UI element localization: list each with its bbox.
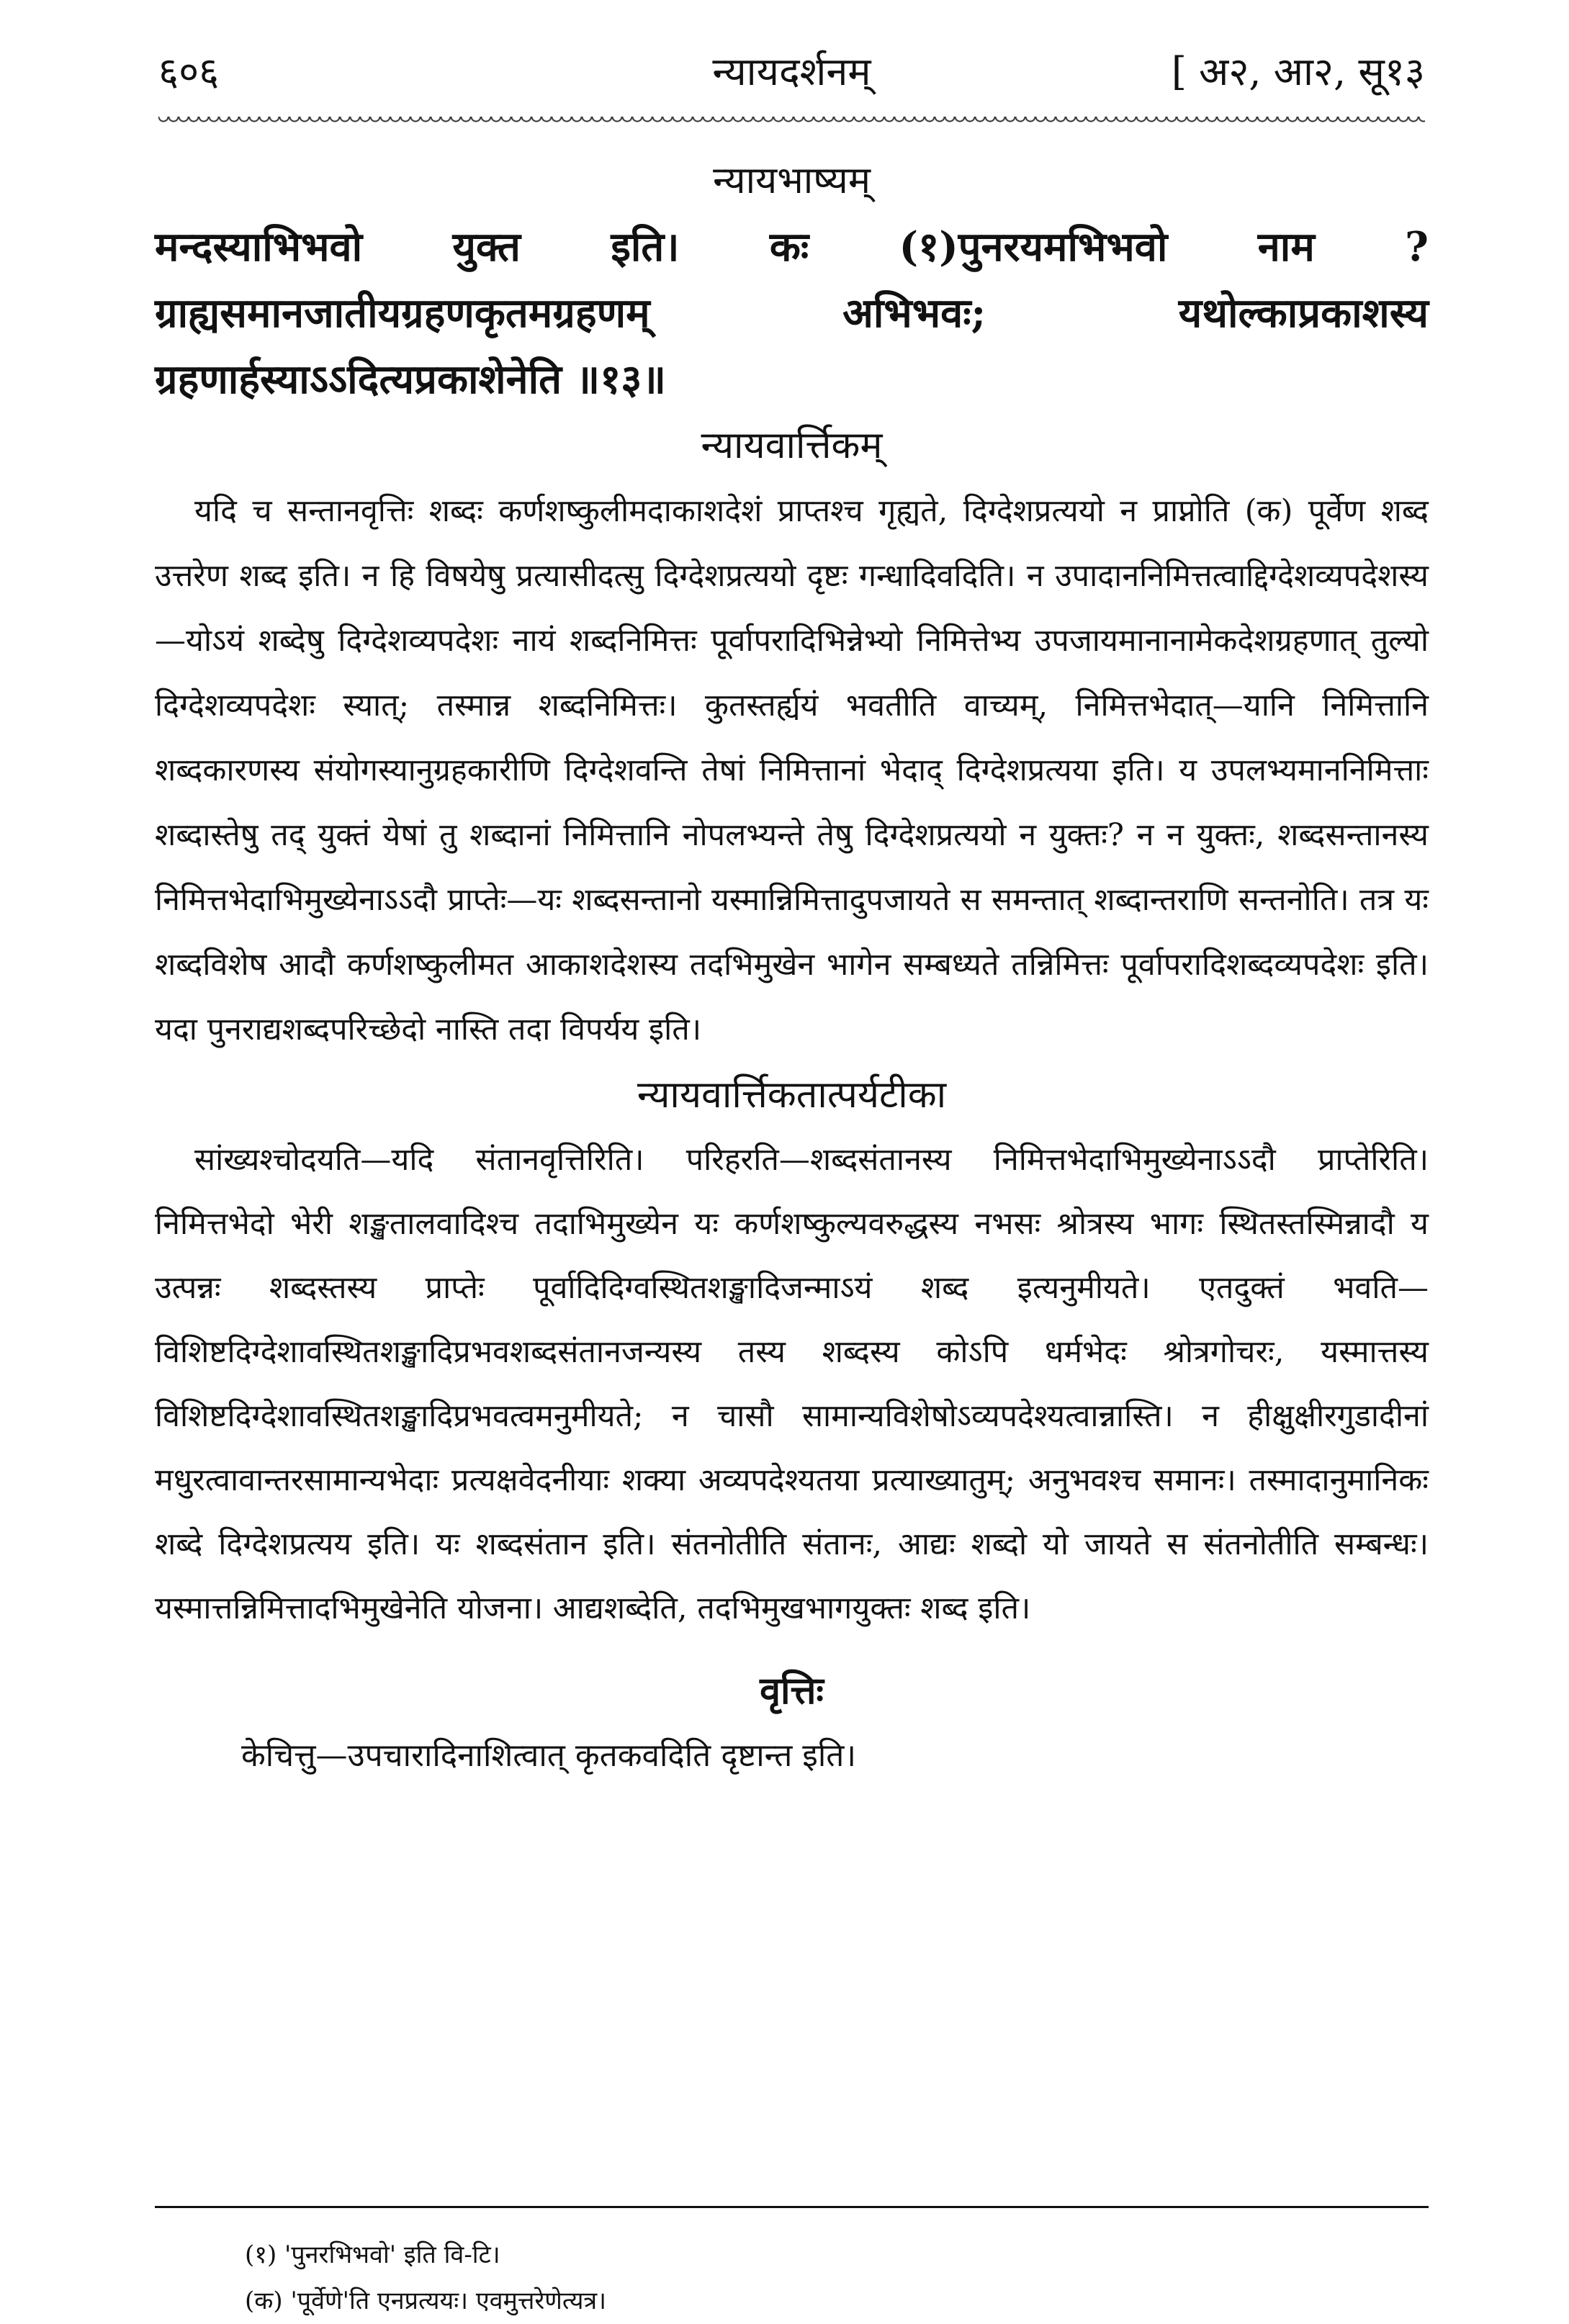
footnote-divider [155, 2206, 1429, 2208]
bhashya-heading: न्यायभाष्यम् [713, 159, 871, 202]
footnotes [245, 2232, 1429, 2324]
main-text [155, 148, 1429, 1788]
header-wavy-rule [158, 117, 1425, 127]
vritti-heading: वृत्तिः [760, 1669, 824, 1713]
tika-paragraph: सांख्यश्चोदयति—यदि संतानवृत्तिरिति। परिहरति—शब्दसंतानस्य निमित्तभेदाभिमुख्येनाऽऽदौ प्राप्तेरिति। निमित्तभेदो भेरी शङ्खतालवादिश्च तदाभिमुख्येन यः कर्णशष्कुल्यवरुद्धस्य नभसः श्रोत्रस्य भागः स्थितस्तस्मिन्नादौ य उत्पन्नः शब्दस्तस्य प्राप्तेः पूर्वादिदिग्वस्थितशङ्खादिजन्माऽयं शब्द इत्यनुमीयते। एतदुक्तं भवति—विशिष्टदिग्देशावस्थितशङ्खादिप्रभवशब्दसंतानजन्यस्य तस्य शब्दस्य कोऽपि धर्मभेदः श्रोत्रगोचरः, यस्मात्तस्य विशिष्टदिग्देशावस्थितशङ्खादिप्रभवत्वमनुमीयते; न चासौ सामान्यविशेषोऽव्यपदेश्यत्वान्नास्ति। न हीक्षुक्षीरगुडादीनां मधुरत्वावान्तरसामान्यभेदाः प्रत्यक्षवेदनीयाः शक्या अव्यपदेश्यतया प्रत्याख्यातुम्; अनुभवश्च समानः। तस्मादानुमानिकः शब्दे दिग्देशप्रत्यय इति। यः शब्दसंतान इति। संतनोतीति संतानः, आद्यः शब्दो यो जायते स संतनोतीति सम्बन्धः। यस्मात्तन्निमित्तादभिमुखेनेति योजना। आद्यशब्देति, तदभिमुखभागयुक्तः शब्द इति। [155, 1142, 1429, 1626]
tika-heading: न्यायवार्त्तिकतात्पर्यटीका [637, 1073, 947, 1117]
footnote: (क) 'पूर्वेणे'ति एनप्रत्ययः। एवमुत्तरेणेत्यत्र। [245, 2287, 607, 2315]
vritti-paragraph: केचित्तु—उपचारादिनाशित्वात् कृतकवदिति दृष्टान्त इति। [241, 1737, 857, 1774]
page-number: ६०६ [158, 49, 220, 94]
footnote: (१) 'पुनरभिभवो' इति वि-टि। [245, 2240, 500, 2269]
page-header [158, 43, 1425, 108]
bhashya-paragraph: मन्दस्याभिभवो युक्त इति। कः (१)पुनरयमभिभवो नाम ? ग्राह्यसमानजातीयग्रहणकृतमग्रहणम् अभिभवः; यथोल्काप्रकाशस्य ग्रहणार्हस्याऽऽदित्यप्रकाशेनेति ॥१३॥ [155, 223, 1429, 403]
vartika-heading: न्यायवार्त्तिकम् [701, 424, 883, 467]
running-title: न्यायदर्शनम् [712, 49, 871, 94]
section-reference: [ अ२, आ२, सू१३ [1171, 49, 1425, 94]
vartika-paragraph: यदि च सन्तानवृत्तिः शब्दः कर्णशष्कुलीमदाकाशदेशं प्राप्तश्च गृह्यते, दिग्देशप्रत्ययो न प्राप्नोति (क) पूर्वेण शब्द उत्तरेण शब्द इति। न हि विषयेषु प्रत्यासीदत्सु दिग्देशप्रत्ययो दृष्टः गन्धादिवदिति। न उपादाननिमित्तत्वाद्दिग्देशव्यपदेशस्य—योऽयं शब्देषु दिग्देशव्यपदेशः नायं शब्दनिमित्तः पूर्वापरादिभिन्नेभ्यो निमित्तेभ्य उपजायमानानामेकदेशग्रहणात् तुल्यो दिग्देशव्यपदेशः स्यात्; तस्मान्न शब्दनिमित्तः। कुतस्तर्ह्ययं भवतीति वाच्यम्, निमित्तभेदात्—यानि निमित्तानि शब्दकारणस्य संयोगस्यानुग्रहकारीणि दिग्देशवन्ति तेषां निमित्तानां भेदाद् दिग्देशप्रत्यया इति। य उपलभ्यमाननिमित्ताः शब्दास्तेषु तद् युक्तं येषां तु शब्दानां निमित्तानि नोपलभ्यन्ते तेषु दिग्देशप्रत्ययो न युक्तः? न न युक्तः, शब्दसन्तानस्य निमित्तभेदाभिमुख्येनाऽऽदौ प्राप्तेः—यः शब्दसन्तानो यस्मान्निमित्तादुपजायते स समन्तात् शब्दान्तराणि सन्तनोति। तत्र यः शब्दविशेष आदौ कर्णशष्कुलीमत आकाशदेशस्य तदभिमुखेन भागेन सम्बध्यते तन्निमित्तः पूर्वापरादिशब्दव्यपदेशः इति। यदा पुनराद्यशब्दपरिच्छेदो नास्ति तदा विपर्यय इति। [155, 493, 1429, 1048]
